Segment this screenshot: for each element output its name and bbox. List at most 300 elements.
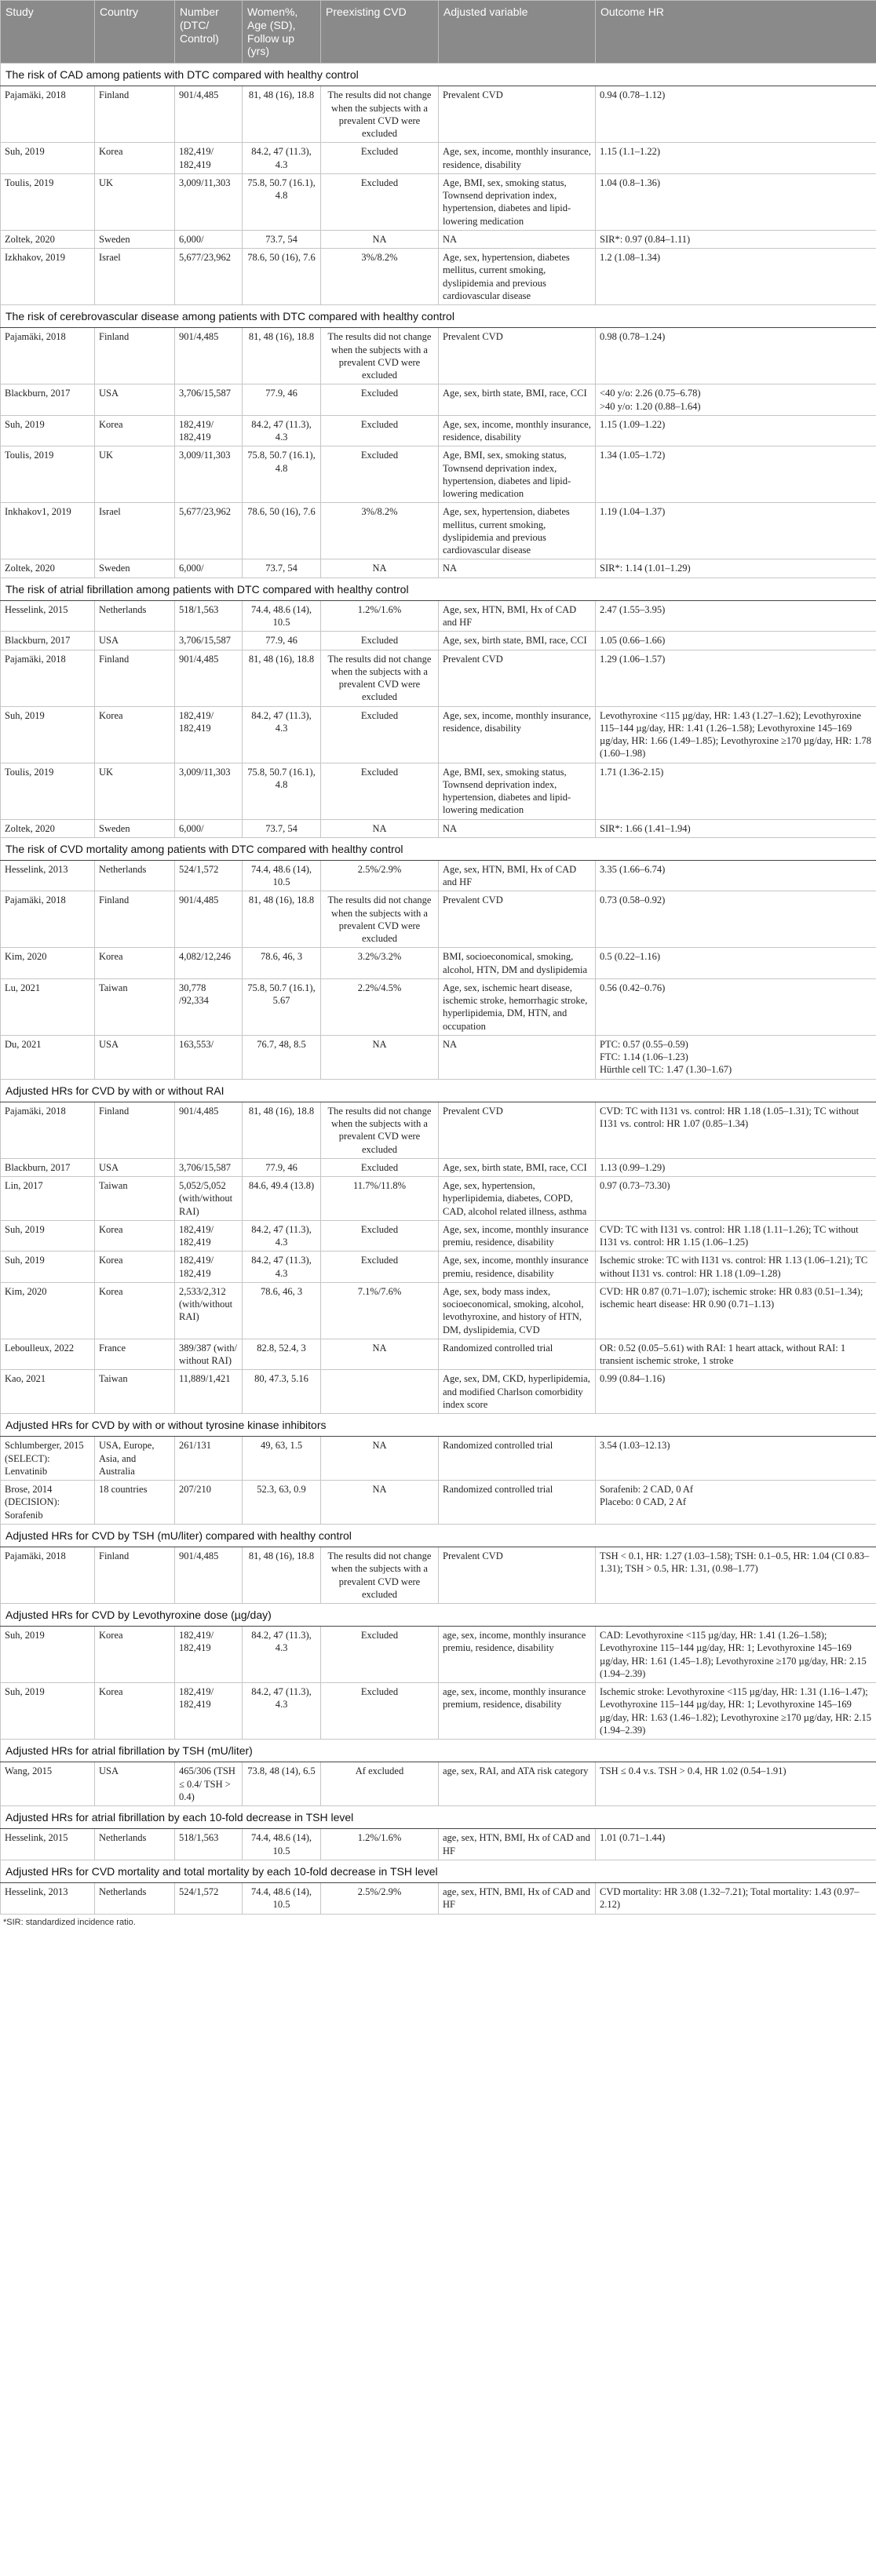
cell-outcome-hr: OR: 0.52 (0.05–5.61) with RAI: 1 heart attack, without RAI: 1 transient ischemic stroke, 1 stroke [596,1339,876,1370]
cell-adjusted-variable: Age, sex, income, monthly insurance, residence, disability [439,143,596,174]
cell-study: Hesselink, 2015 [1,600,95,632]
cell-preexisting-cvd: Excluded [321,1627,439,1683]
cell-country: Korea [95,1627,175,1683]
table-header [1,1,876,64]
cell-preexisting-cvd: NA [321,559,439,578]
cell-preexisting-cvd: Excluded [321,143,439,174]
table-row [1,1282,876,1339]
cell-country: Taiwan [95,978,175,1035]
section-header-row [1,1740,876,1762]
cell-study: Suh, 2019 [1,706,95,763]
table-row [1,86,876,143]
cell-preexisting-cvd: Excluded [321,763,439,819]
cell-country: Israel [95,249,175,305]
cell-outcome-hr: 0.5 (0.22–1.16) [596,948,876,979]
cell-number: 901/4,485 [175,1102,243,1158]
section-header-row [1,1806,876,1829]
section-title: Adjusted HRs for CVD by TSH (mU/liter) compared with healthy control [1,1524,876,1547]
table-row [1,249,876,305]
cell-preexisting-cvd: NA [321,1339,439,1370]
cell-preexisting-cvd: The results did not change when the subjects with a prevalent CVD were excluded [321,891,439,948]
table-row [1,1102,876,1158]
cell-number: 207/210 [175,1481,243,1525]
cell-outcome-hr: Levothyroxine <115 µg/day, HR: 1.43 (1.27–1.62); Levothyroxine 115–144 µg/day, HR: 1.41 (1.26–1.58); Levothyroxine 145–169 µg/day, HR: 1.66 (1.49–1.85); Levothyroxine ≥170 µg/day, HR: 1.78 (1.60–1.98) [596,706,876,763]
cell-adjusted-variable: Prevalent CVD [439,328,596,384]
cell-adjusted-variable: Prevalent CVD [439,1547,596,1604]
cell-women-age-followup: 78.6, 46, 3 [243,1282,321,1339]
cell-country: Finland [95,650,175,706]
cell-outcome-hr: Ischemic stroke: TC with I131 vs. control: HR 1.13 (1.06–1.21); TC without I131 vs. control: HR 1.18 (1.09–1.28) [596,1252,876,1283]
cell-outcome-hr: SIR*: 1.66 (1.41–1.94) [596,819,876,837]
cell-preexisting-cvd: Excluded [321,173,439,230]
cell-number: 6,000/ [175,559,243,578]
cell-outcome-hr: 0.98 (0.78–1.24) [596,328,876,384]
table-row [1,650,876,706]
cell-outcome-hr: 1.13 (0.99–1.29) [596,1158,876,1176]
cell-study: Lu, 2021 [1,978,95,1035]
cell-adjusted-variable: Age, BMI, sex, smoking status, Townsend deprivation index, hypertension, diabetes and lipid-lowering medication [439,763,596,819]
cell-women-age-followup: 84.2, 47 (11.3), 4.3 [243,143,321,174]
cell-women-age-followup: 81, 48 (16), 18.8 [243,86,321,143]
cell-outcome-hr: 3.35 (1.66–6.74) [596,860,876,891]
table-row [1,860,876,891]
table-row [1,1481,876,1525]
cell-number: 11,889/1,421 [175,1370,243,1414]
cell-women-age-followup: 74.4, 48.6 (14), 10.5 [243,860,321,891]
cell-study: Pajamäki, 2018 [1,1547,95,1604]
cell-study: Blackburn, 2017 [1,384,95,416]
cell-study: Toulis, 2019 [1,763,95,819]
cell-outcome-hr: 1.01 (0.71–1.44) [596,1829,876,1860]
section-title: The risk of CAD among patients with DTC compared with healthy control [1,64,876,86]
cell-preexisting-cvd: 2.2%/4.5% [321,978,439,1035]
cell-country: Finland [95,891,175,948]
cell-adjusted-variable: NA [439,819,596,837]
cell-preexisting-cvd: The results did not change when the subjects with a prevalent CVD were excluded [321,328,439,384]
section-header-row [1,1079,876,1102]
cell-adjusted-variable: Prevalent CVD [439,891,596,948]
section-title: Adjusted HRs for CVD by with or without tyrosine kinase inhibitors [1,1414,876,1437]
cell-women-age-followup: 84.2, 47 (11.3), 4.3 [243,1683,321,1740]
cell-adjusted-variable: Age, sex, DM, CKD, hyperlipidemia, and modified Charlson comorbidity index score [439,1370,596,1414]
cell-outcome-hr: CVD: TC with I131 vs. control: HR 1.18 (1.05–1.31); TC without I131 vs. control: HR 1.07 (0.85–1.34) [596,1102,876,1158]
cell-number: 901/4,485 [175,1547,243,1604]
section-header-row [1,64,876,86]
cell-country: Netherlands [95,860,175,891]
cell-adjusted-variable: NA [439,230,596,248]
table-row [1,1035,876,1079]
header-country: Country [95,1,175,64]
table-row [1,1547,876,1604]
cell-preexisting-cvd: The results did not change when the subjects with a prevalent CVD were excluded [321,86,439,143]
cell-women-age-followup: 77.9, 46 [243,384,321,416]
cell-outcome-hr: 0.73 (0.58–0.92) [596,891,876,948]
cell-adjusted-variable: Age, sex, birth state, BMI, race, CCI [439,384,596,416]
cell-study: Pajamäki, 2018 [1,328,95,384]
table-row [1,763,876,819]
cell-number: 2,533/2,312 (with/without RAI) [175,1282,243,1339]
cell-outcome-hr: CVD mortality: HR 3.08 (1.32–7.21); Total mortality: 1.43 (0.97–2.12) [596,1883,876,1915]
cell-preexisting-cvd: 11.7%/11.8% [321,1177,439,1221]
cell-women-age-followup: 80, 47.3, 5.16 [243,1370,321,1414]
cell-number: 3,009/11,303 [175,446,243,503]
cell-number: 524/1,572 [175,1883,243,1915]
cell-preexisting-cvd: The results did not change when the subjects with a prevalent CVD were excluded [321,1102,439,1158]
cell-number: 6,000/ [175,819,243,837]
table-row [1,1762,876,1806]
cell-adjusted-variable: Age, sex, birth state, BMI, race, CCI [439,632,596,650]
cell-women-age-followup: 75.8, 50.7 (16.1), 4.8 [243,446,321,503]
table-row [1,1177,876,1221]
cell-country: Taiwan [95,1177,175,1221]
table-row [1,384,876,416]
cell-adjusted-variable: Randomized controlled trial [439,1437,596,1481]
cell-women-age-followup: 84.6, 49.4 (13.8) [243,1177,321,1221]
cell-preexisting-cvd: 3%/8.2% [321,249,439,305]
cell-outcome-hr: 1.71 (1.36-2.15) [596,763,876,819]
header-row [1,1,876,64]
cell-women-age-followup: 75.8, 50.7 (16.1), 4.8 [243,763,321,819]
cell-number: 518/1,563 [175,1829,243,1860]
cell-study: Wang, 2015 [1,1762,95,1806]
cell-study: Suh, 2019 [1,1220,95,1252]
cell-number: 30,778 /92,334 [175,978,243,1035]
cell-adjusted-variable: Age, BMI, sex, smoking status, Townsend deprivation index, hypertension, diabetes and lipid-lowering medication [439,173,596,230]
cell-number: 182,419/ 182,419 [175,415,243,446]
cell-women-age-followup: 74.4, 48.6 (14), 10.5 [243,1883,321,1915]
cell-women-age-followup: 73.7, 54 [243,819,321,837]
cell-adjusted-variable: BMI, socioeconomical, smoking, alcohol, HTN, DM and dyslipidemia [439,948,596,979]
section-title: Adjusted HRs for CVD by Levothyroxine dose (µg/day) [1,1604,876,1627]
table-body [1,64,876,1914]
cell-number: 182,419/ 182,419 [175,1252,243,1283]
cell-women-age-followup: 73.7, 54 [243,559,321,578]
table-row [1,1683,876,1740]
section-header-row [1,1414,876,1437]
cell-study: Hesselink, 2013 [1,860,95,891]
cell-preexisting-cvd: NA [321,1437,439,1481]
cell-preexisting-cvd: NA [321,1481,439,1525]
cell-country: USA [95,384,175,416]
cell-adjusted-variable: age, sex, income, monthly insurance premium, residence, disability [439,1683,596,1740]
cell-country: Finland [95,86,175,143]
cell-women-age-followup: 74.4, 48.6 (14), 10.5 [243,1829,321,1860]
cell-number: 901/4,485 [175,86,243,143]
cell-adjusted-variable: Age, sex, body mass index, socioeconomical, smoking, alcohol, levothyroxine, and history of HTN, DM, dyslipidemia, CVD [439,1282,596,1339]
table-row [1,1627,876,1683]
cell-adjusted-variable: age, sex, HTN, BMI, Hx of CAD and HF [439,1883,596,1915]
cell-country: 18 countries [95,1481,175,1525]
cell-country: Korea [95,1683,175,1740]
cell-country: Netherlands [95,600,175,632]
cell-women-age-followup: 84.2, 47 (11.3), 4.3 [243,415,321,446]
cell-number: 182,419/ 182,419 [175,706,243,763]
cell-women-age-followup: 75.8, 50.7 (16.1), 5.67 [243,978,321,1035]
cell-women-age-followup: 84.2, 47 (11.3), 4.3 [243,1627,321,1683]
section-title: Adjusted HRs for atrial fibrillation by TSH (mU/liter) [1,1740,876,1762]
cell-country: Israel [95,503,175,559]
cell-country: Korea [95,1220,175,1252]
cell-preexisting-cvd: 3%/8.2% [321,503,439,559]
cell-adjusted-variable: NA [439,559,596,578]
cell-outcome-hr: 1.15 (1.1–1.22) [596,143,876,174]
table-row [1,819,876,837]
cell-adjusted-variable: Age, sex, hypertension, diabetes mellitus, current smoking, dyslipidemia and previous cardiovascular disease [439,249,596,305]
cell-adjusted-variable: Age, BMI, sex, smoking status, Townsend deprivation index, hypertension, diabetes and lipid-lowering medication [439,446,596,503]
table-row [1,143,876,174]
cell-study: Toulis, 2019 [1,446,95,503]
cell-country: Finland [95,328,175,384]
cell-outcome-hr: TSH ≤ 0.4 v.s. TSH > 0.4, HR 1.02 (0.54–1.91) [596,1762,876,1806]
table-row [1,1370,876,1414]
cell-adjusted-variable: age, sex, income, monthly insurance premiu, residence, disability [439,1627,596,1683]
cell-study: Pajamäki, 2018 [1,86,95,143]
cell-number: 3,009/11,303 [175,763,243,819]
cell-country: UK [95,763,175,819]
cell-study: Izkhakov, 2019 [1,249,95,305]
cell-outcome-hr: 1.29 (1.06–1.57) [596,650,876,706]
section-title: The risk of cerebrovascular disease among patients with DTC compared with healthy control [1,305,876,328]
cell-women-age-followup: 81, 48 (16), 18.8 [243,328,321,384]
cell-outcome-hr: CVD: TC with I131 vs. control: HR 1.18 (1.11–1.26); TC without I131 vs. control: HR 1.15 (1.06–1.25) [596,1220,876,1252]
cell-study: Blackburn, 2017 [1,1158,95,1176]
cell-number: 3,706/15,587 [175,384,243,416]
cell-adjusted-variable: Age, sex, birth state, BMI, race, CCI [439,1158,596,1176]
cell-outcome-hr: CAD: Levothyroxine <115 µg/day, HR: 1.41 (1.26–1.58); Levothyroxine 115–144 µg/day, HR: 1; Levothyroxine 145–169 µg/day, HR: 1.61 (1.45–1.8); Levothyroxine ≥170 µg/day, HR: 2.15 (1.94–2.39) [596,1627,876,1683]
table-row [1,503,876,559]
cell-preexisting-cvd: The results did not change when the subjects with a prevalent CVD were excluded [321,650,439,706]
cell-number: 3,706/15,587 [175,1158,243,1176]
cell-study: Hesselink, 2015 [1,1829,95,1860]
cell-women-age-followup: 52.3, 63, 0.9 [243,1481,321,1525]
cell-preexisting-cvd: 1.2%/1.6% [321,1829,439,1860]
cell-adjusted-variable: Age, sex, hypertension, diabetes mellitus, current smoking, dyslipidemia and previous cardiovascular disease [439,503,596,559]
cell-outcome-hr: 1.04 (0.8–1.36) [596,173,876,230]
cell-number: 182,419/ 182,419 [175,1683,243,1740]
cell-preexisting-cvd: 1.2%/1.6% [321,600,439,632]
cell-women-age-followup: 78.6, 50 (16), 7.6 [243,249,321,305]
cell-country: Korea [95,415,175,446]
cell-country: Netherlands [95,1829,175,1860]
section-title: The risk of atrial fibrillation among patients with DTC compared with healthy control [1,578,876,600]
cell-number: 182,419/ 182,419 [175,1627,243,1683]
cell-outcome-hr: 0.56 (0.42–0.76) [596,978,876,1035]
cell-adjusted-variable: Age, sex, hypertension, hyperlipidemia, diabetes, COPD, CAD, alcohol related illness, asthma [439,1177,596,1221]
cell-women-age-followup: 49, 63, 1.5 [243,1437,321,1481]
cell-women-age-followup: 84.2, 47 (11.3), 4.3 [243,1252,321,1283]
cell-preexisting-cvd: NA [321,1035,439,1079]
cell-women-age-followup: 81, 48 (16), 18.8 [243,1547,321,1604]
cell-study: Zoltek, 2020 [1,819,95,837]
table-row [1,1158,876,1176]
cell-preexisting-cvd: 2.5%/2.9% [321,1883,439,1915]
cell-study: Toulis, 2019 [1,173,95,230]
cell-outcome-hr: CVD: HR 0.87 (0.71–1.07); ischemic stroke: HR 0.83 (0.51–1.34); ischemic heart disease: HR 0.90 (0.71–1.13) [596,1282,876,1339]
cell-country: USA [95,632,175,650]
section-title: Adjusted HRs for CVD mortality and total mortality by each 10-fold decrease in TSH level [1,1860,876,1882]
cell-study: Suh, 2019 [1,143,95,174]
table-row [1,1883,876,1915]
cell-number: 182,419/ 182,419 [175,143,243,174]
header-preexisting-cvd: Preexisting CVD [321,1,439,64]
table-row [1,1829,876,1860]
cell-outcome-hr: 1.05 (0.66–1.66) [596,632,876,650]
cell-adjusted-variable: Age, sex, income, monthly insurance, residence, disability [439,415,596,446]
cell-women-age-followup: 73.7, 54 [243,230,321,248]
cell-number: 4,082/12,246 [175,948,243,979]
cell-outcome-hr: 1.34 (1.05–1.72) [596,446,876,503]
section-header-row [1,1604,876,1627]
cell-women-age-followup: 73.8, 48 (14), 6.5 [243,1762,321,1806]
cell-preexisting-cvd: The results did not change when the subjects with a prevalent CVD were excluded [321,1547,439,1604]
cell-study: Du, 2021 [1,1035,95,1079]
cell-preexisting-cvd: Excluded [321,446,439,503]
cell-number: 163,553/ [175,1035,243,1079]
cell-women-age-followup: 82.8, 52.4, 3 [243,1339,321,1370]
cell-women-age-followup: 84.2, 47 (11.3), 4.3 [243,1220,321,1252]
table-row [1,600,876,632]
table-row [1,948,876,979]
cell-outcome-hr: 1.15 (1.09–1.22) [596,415,876,446]
header-study: Study [1,1,95,64]
cell-number: 182,419/ 182,419 [175,1220,243,1252]
cell-country: Finland [95,1102,175,1158]
cell-outcome-hr: Ischemic stroke: Levothyroxine <115 µg/day, HR: 1.31 (1.16–1.47); Levothyroxine 115–144 µg/day, HR: 1; Levothyroxine 145–169 µg/day, HR: 1.63 (1.46–1.82); Levothyroxine ≥170 µg/day, HR: 2.15 (1.94–2.39) [596,1683,876,1740]
cell-preexisting-cvd: Excluded [321,1158,439,1176]
cell-study: Lin, 2017 [1,1177,95,1221]
cell-adjusted-variable: Age, sex, HTN, BMI, Hx of CAD and HF [439,600,596,632]
table-row [1,632,876,650]
cell-women-age-followup: 81, 48 (16), 18.8 [243,650,321,706]
table-row [1,706,876,763]
footnote: *SIR: standardized incidence ratio. [3,1917,136,1927]
cell-country: Finland [95,1547,175,1604]
cell-outcome-hr: 0.97 (0.73–73.30) [596,1177,876,1221]
cell-study: Zoltek, 2020 [1,230,95,248]
cell-study: Suh, 2019 [1,415,95,446]
section-title: Adjusted HRs for CVD by with or without RAI [1,1079,876,1102]
cell-country: Sweden [95,819,175,837]
section-header-row [1,1524,876,1547]
cell-adjusted-variable: Age, sex, HTN, BMI, Hx of CAD and HF [439,860,596,891]
cell-preexisting-cvd: Excluded [321,1220,439,1252]
cell-number: 465/306 (TSH ≤ 0.4/ TSH > 0.4) [175,1762,243,1806]
cell-number: 3,706/15,587 [175,632,243,650]
cell-outcome-hr: PTC: 0.57 (0.55–0.59) FTC: 1.14 (1.06–1.23) Hürthle cell TC: 1.47 (1.30–1.67) [596,1035,876,1079]
header-outcome-hr: Outcome HR [596,1,876,64]
cell-adjusted-variable: Randomized controlled trial [439,1481,596,1525]
section-title: Adjusted HRs for atrial fibrillation by each 10-fold decrease in TSH level [1,1806,876,1829]
cell-country: USA, Europe, Asia, and Australia [95,1437,175,1481]
cell-preexisting-cvd: NA [321,819,439,837]
table-row [1,328,876,384]
cell-women-age-followup: 78.6, 50 (16), 7.6 [243,503,321,559]
cell-preexisting-cvd: Excluded [321,384,439,416]
cell-preexisting-cvd: Excluded [321,632,439,650]
cell-women-age-followup: 74.4, 48.6 (14), 10.5 [243,600,321,632]
cell-outcome-hr: 0.99 (0.84–1.16) [596,1370,876,1414]
cell-preexisting-cvd: Excluded [321,1252,439,1283]
cell-adjusted-variable: age, sex, RAI, and ATA risk category [439,1762,596,1806]
table-row [1,446,876,503]
cell-outcome-hr: 1.2 (1.08–1.34) [596,249,876,305]
cell-country: USA [95,1035,175,1079]
cell-country: Korea [95,143,175,174]
cell-women-age-followup: 81, 48 (16), 18.8 [243,891,321,948]
cell-country: Korea [95,1252,175,1283]
cell-study: Kim, 2020 [1,948,95,979]
cell-preexisting-cvd: Af excluded [321,1762,439,1806]
cell-preexisting-cvd: Excluded [321,1683,439,1740]
cell-country: USA [95,1762,175,1806]
cell-preexisting-cvd [321,1370,439,1414]
section-header-row [1,1860,876,1882]
cell-study: Pajamäki, 2018 [1,891,95,948]
cell-number: 6,000/ [175,230,243,248]
cell-number: 5,677/23,962 [175,503,243,559]
header-women-age-followup: Women%, Age (SD), Follow up (yrs) [243,1,321,64]
cell-adjusted-variable: Age, sex, income, monthly insurance premiu, residence, disability [439,1252,596,1283]
cell-outcome-hr: 1.19 (1.04–1.37) [596,503,876,559]
cell-women-age-followup: 77.9, 46 [243,1158,321,1176]
cell-study: Suh, 2019 [1,1627,95,1683]
table-row [1,559,876,578]
cell-study: Hesselink, 2013 [1,1883,95,1915]
cell-number: 261/131 [175,1437,243,1481]
cell-number: 389/387 (with/ without RAI) [175,1339,243,1370]
cell-study: Blackburn, 2017 [1,632,95,650]
cell-preexisting-cvd: NA [321,230,439,248]
cell-study: Pajamäki, 2018 [1,650,95,706]
table-row [1,891,876,948]
cell-country: Korea [95,1282,175,1339]
cell-adjusted-variable: Prevalent CVD [439,1102,596,1158]
cell-country: Sweden [95,230,175,248]
cell-preexisting-cvd: 7.1%/7.6% [321,1282,439,1339]
cell-number: 3,009/11,303 [175,173,243,230]
cell-study: Kim, 2020 [1,1282,95,1339]
cell-women-age-followup: 81, 48 (16), 18.8 [243,1102,321,1158]
table-row [1,1252,876,1283]
cell-outcome-hr: 0.94 (0.78–1.12) [596,86,876,143]
cell-number: 5,052/5,052 (with/without RAI) [175,1177,243,1221]
cell-number: 901/4,485 [175,328,243,384]
cell-number: 524/1,572 [175,860,243,891]
cell-adjusted-variable: Randomized controlled trial [439,1339,596,1370]
cell-adjusted-variable: Age, sex, income, monthly insurance premiu, residence, disability [439,1220,596,1252]
cell-number: 5,677/23,962 [175,249,243,305]
header-number: Number (DTC/ Control) [175,1,243,64]
cell-outcome-hr: Sorafenib: 2 CAD, 0 Af Placebo: 0 CAD, 2 Af [596,1481,876,1525]
cell-country: Sweden [95,559,175,578]
cell-study: Suh, 2019 [1,1683,95,1740]
cell-number: 518/1,563 [175,600,243,632]
cell-adjusted-variable: NA [439,1035,596,1079]
cell-study: Kao, 2021 [1,1370,95,1414]
cell-preexisting-cvd: 3.2%/3.2% [321,948,439,979]
cell-outcome-hr: <40 y/o: 2.26 (0.75–6.78) >40 y/o: 1.20 (0.88–1.64) [596,384,876,416]
cell-preexisting-cvd: Excluded [321,415,439,446]
table-row [1,415,876,446]
cell-adjusted-variable: Prevalent CVD [439,86,596,143]
cell-country: UK [95,173,175,230]
cell-outcome-hr: 2.47 (1.55–3.95) [596,600,876,632]
table-row [1,230,876,248]
cell-number: 901/4,485 [175,891,243,948]
cell-outcome-hr: SIR*: 0.97 (0.84–1.11) [596,230,876,248]
cell-country: UK [95,446,175,503]
cell-study: Inkhakov1, 2019 [1,503,95,559]
